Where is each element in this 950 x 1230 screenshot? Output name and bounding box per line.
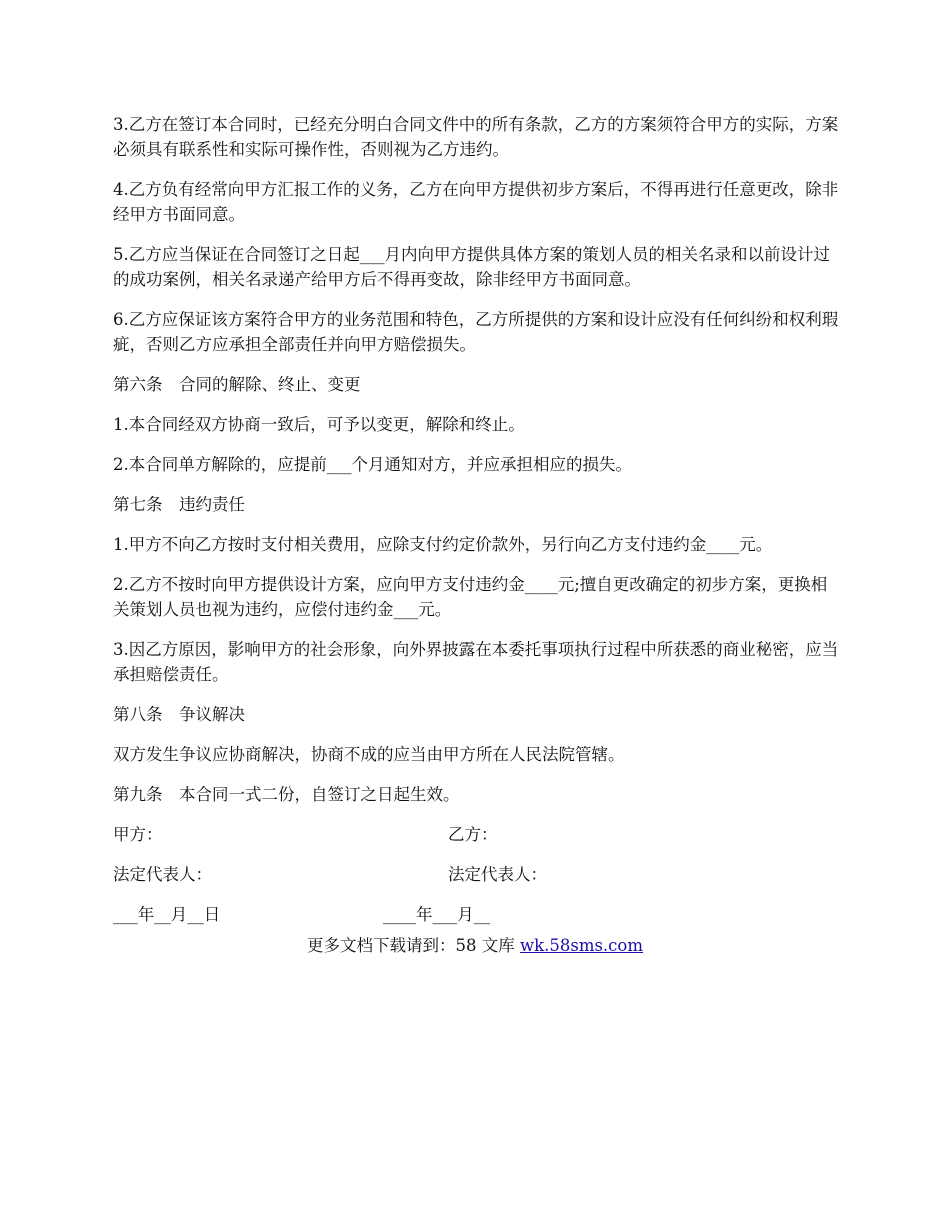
footer-prefix: 更多文档下载请到：58 文库 [306,936,520,955]
article-7-heading: 第七条 违约责任 [113,495,245,514]
clause-4: 4.乙方负有经常向甲方汇报工作的义务，乙方在向甲方提供初步方案后，不得再进行任意更改，除非经甲方书面同意。 [113,180,839,224]
article-7-item-1: 1.甲方不向乙方按时支付相关费用，应除支付约定价款外，另行向乙方支付违约金____元。 [113,535,773,554]
clause-6: 6.乙方应保证该方案符合甲方的业务范围和特色，乙方所提供的方案和设计应没有任何纠纷和权利瑕疵，否则乙方应承担全部责任并向甲方赔偿损失。 [113,310,839,354]
signature-date-row [113,902,843,927]
clause-5: 5.乙方应当保证在合同签订之日起___月内向甲方提供具体方案的策划人员的相关名录和以前设计过的成功案例，相关名录递产给甲方后不得再变故，除非经甲方书面同意。 [113,245,830,289]
article-7-item-3: 3.因乙方原因，影响甲方的社会形象，向外界披露在本委托事项执行过程中所获悉的商业秘密，应当承担赔偿责任。 [113,640,839,684]
date-a: ___年__月__日 [113,905,221,924]
article-8-heading: 第八条 争议解决 [113,705,245,724]
article-9-text: 第九条 本合同一式二份，自签订之日起生效。 [113,785,460,804]
party-b-label: 乙方： [448,825,498,844]
article-6-item-1: 1.本合同经双方协商一致后，可予以变更，解除和终止。 [113,415,525,434]
signature-rep-row [113,862,843,887]
signature-party-row [113,822,843,847]
party-a-label: 甲方： [113,825,163,844]
footer-link[interactable]: wk.58sms.com [519,936,643,955]
article-7-item-2: 2.乙方不按时向甲方提供设计方案，应向甲方支付违约金____元;擅自更改确定的初步方案，更换相关策划人员也视为违约，应偿付违约金___元。 [113,575,828,619]
footer-download-note [0,933,950,958]
rep-a-label: 法定代表人： [113,865,212,884]
date-b: ____年___月__ [383,905,491,924]
rep-b-label: 法定代表人： [448,865,547,884]
article-6-heading: 第六条 合同的解除、终止、变更 [113,375,361,394]
article-8-text: 双方发生争议应协商解决，协商不成的应当由甲方所在人民法院管辖。 [113,745,625,764]
article-6-item-2: 2.本合同单方解除的，应提前___个月通知对方，并应承担相应的损失。 [113,455,632,474]
clause-3: 3.乙方在签订本合同时，已经充分明白合同文件中的所有条款，乙方的方案须符合甲方的实际，方案必须具有联系性和实际可操作性，否则视为乙方违约。 [113,115,839,159]
document-body [113,112,843,942]
